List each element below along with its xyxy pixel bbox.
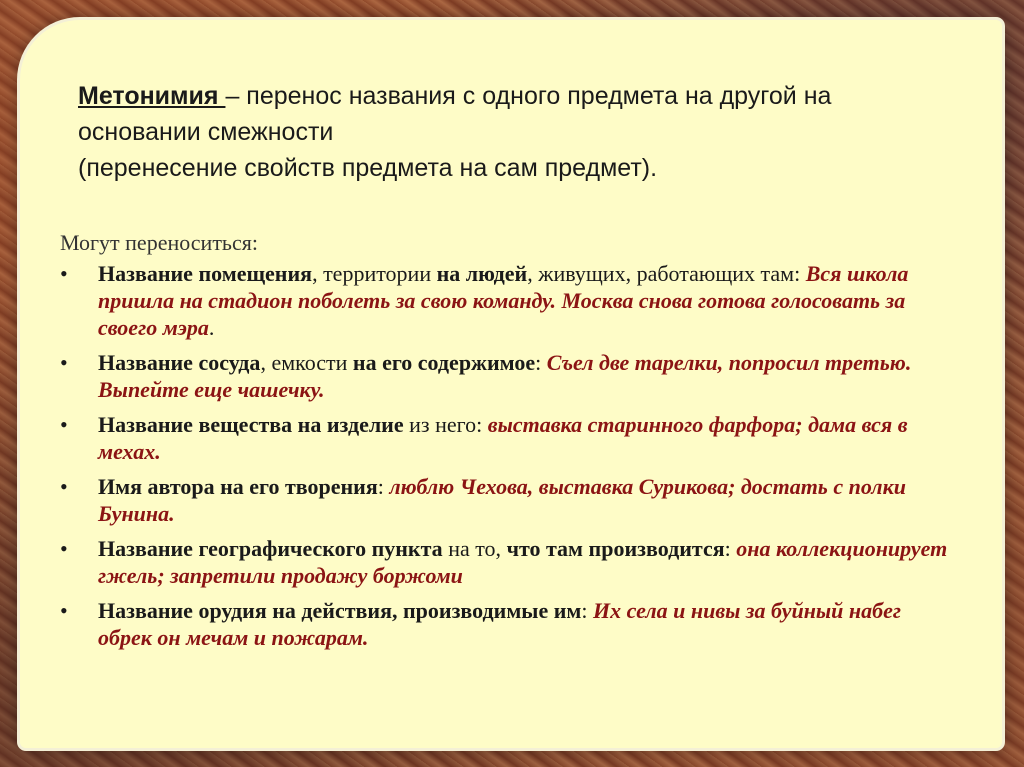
item-example: Съел две тарелки, попросил третью. Выпейте еще чашечку. (98, 350, 912, 402)
item-category: Название сосуда (98, 350, 261, 375)
item-category: Название вещества на изделие (98, 412, 404, 437)
item-category: на людей (436, 261, 528, 286)
item-example: она коллекционирует гжель; запретили продажу боржоми (98, 536, 948, 588)
item-example: люблю Чехова, выставка Сурикова; достать с полки Бунина. (98, 474, 906, 526)
definition-term: Метонимия (78, 82, 226, 110)
item-text: : (535, 350, 547, 375)
list-item (60, 260, 960, 341)
item-category: на его содержимое (352, 350, 536, 375)
bullet-icon: • (60, 350, 68, 375)
definition-line2: основании смежности (78, 118, 334, 146)
item-text: из него: (403, 412, 488, 437)
item-example: Вся школа пришла на стадион поболеть за свою команду. Москва снова готова голосовать за своего мэра (98, 261, 909, 340)
list-item (60, 473, 960, 527)
metonymy-types-list (60, 260, 960, 659)
bullet-icon: • (60, 536, 68, 561)
intro-text: Могут переноситься: (60, 230, 258, 255)
item-text: : (724, 536, 737, 561)
bullet-icon: • (60, 261, 68, 286)
item-category: Название географического пункта (98, 536, 443, 561)
item-text: , живущих, работающих там: (527, 261, 806, 286)
item-example: Их села и нивы за буйный набег обрек он мечам и пожарам. (98, 598, 901, 650)
definition-line3: (перенесение свойств предмета на сам предмет). (78, 154, 658, 182)
item-text: , емкости (260, 350, 353, 375)
list-item (60, 349, 960, 403)
item-example: выставка старинного фарфора; дама вся в мехах. (98, 412, 908, 464)
bullet-icon: • (60, 598, 68, 623)
definition-line1: – перенос названия с одного предмета на другой на (225, 82, 832, 110)
item-text: : (377, 474, 390, 499)
item-category: Название помещения (98, 261, 313, 286)
list-item (60, 411, 960, 465)
definition-block (78, 78, 898, 186)
bullet-icon: • (60, 474, 68, 499)
slide-panel (20, 20, 1002, 748)
item-text: . (208, 315, 215, 340)
item-text: , территории (312, 261, 437, 286)
list-item (60, 535, 960, 589)
item-category: Название орудия на действия, производимые им (98, 598, 582, 623)
item-category: что там производится (506, 536, 725, 561)
item-text: : (581, 598, 594, 623)
item-text: на то, (442, 536, 507, 561)
bullet-icon: • (60, 412, 68, 437)
item-category: Имя автора на его творения (98, 474, 378, 499)
list-item (60, 597, 960, 651)
